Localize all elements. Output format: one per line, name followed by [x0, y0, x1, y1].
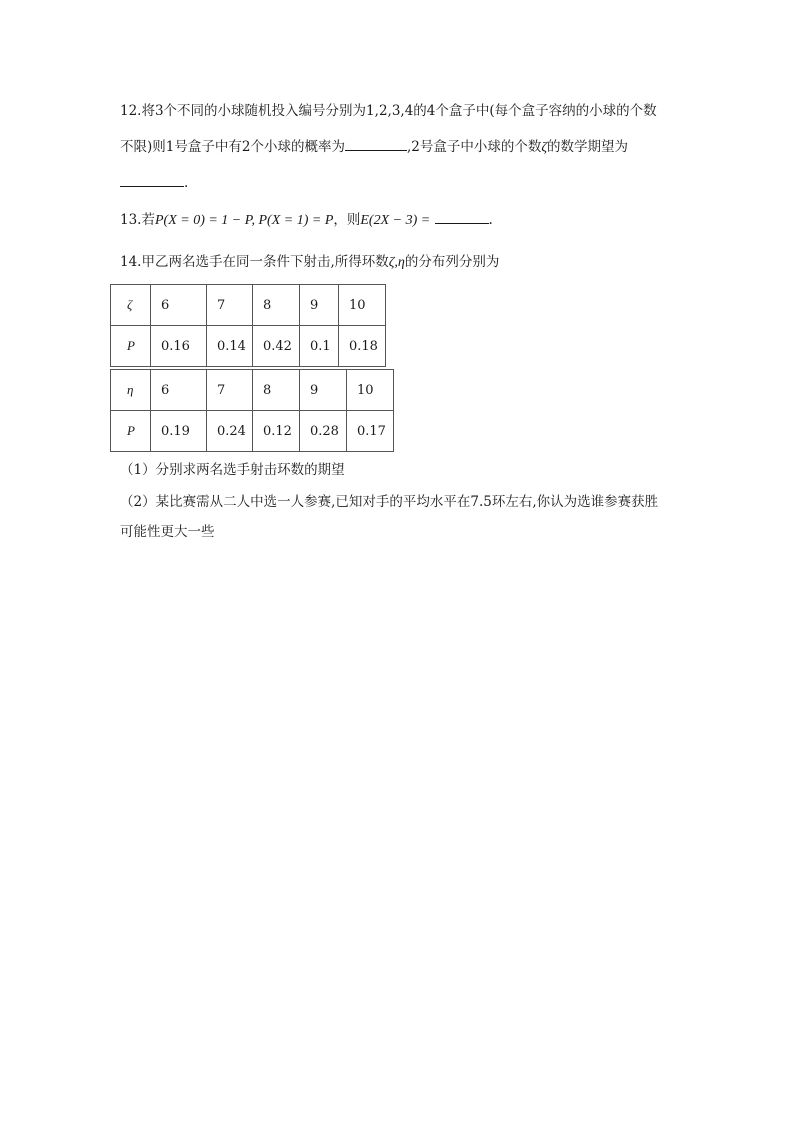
table-cell: ζ	[111, 285, 151, 326]
table-cell: 9	[300, 285, 339, 326]
q14-intro-text: 14.甲乙两名选手在同一条件下射击,所得环数	[120, 254, 389, 270]
q14-sub2-line2: 可能性更大一些	[120, 524, 215, 540]
table-cell: 0.42	[253, 326, 300, 367]
table-cell: 10	[339, 285, 386, 326]
table-cell: 0.14	[207, 326, 253, 367]
table-cell: 0.18	[339, 326, 386, 367]
q14-intro	[120, 252, 499, 273]
q12-text-2a: 不限)则1号盒子中有2个小球的概率为	[120, 139, 345, 155]
table-row	[111, 285, 386, 326]
q12-line1	[120, 101, 657, 121]
q13-blank[interactable]	[435, 211, 489, 224]
table-row	[111, 370, 394, 411]
eta-distribution-table	[110, 369, 394, 452]
q12-text-2c: 的数学期望为	[547, 139, 629, 155]
table-cell: 0.28	[300, 411, 347, 452]
q14-intro-end: 的分布列分别为	[404, 254, 500, 270]
table-cell: P	[111, 411, 151, 452]
q12-blank-2[interactable]	[120, 174, 184, 187]
table-cell: 0.16	[151, 326, 207, 367]
q12-text-1: 12.将3个不同的小球随机投入编号分别为1,2,3,4的4个盒子中(每个盒子容纳的小球的个数	[120, 103, 657, 119]
q13-prefix: 13.若	[120, 212, 155, 228]
q12-text-2b: ,2号盒子中小球的个数	[406, 139, 542, 155]
q12-line2	[120, 137, 628, 158]
table-row	[111, 326, 386, 367]
table-cell: 0.24	[207, 411, 253, 452]
table-cell: P	[111, 326, 151, 367]
q13-formula: P(X = 0) = 1 − P, P(X = 1) = P	[154, 213, 334, 228]
table-cell: 10	[347, 370, 394, 411]
q14-sub2-line1: （2）某比赛需从二人中选一人参赛,已知对手的平均水平在7.5环左右,你认为选谁参赛获胜	[120, 494, 659, 510]
q12-line3	[120, 173, 188, 193]
q12-period: .	[184, 175, 189, 191]
table-cell: 6	[151, 285, 207, 326]
table-cell: 9	[300, 370, 347, 411]
q12-var-zeta: ζ	[541, 140, 548, 155]
q14-vars: ζ,η	[388, 255, 405, 270]
zeta-distribution-table	[110, 284, 386, 367]
table-cell: 0.17	[347, 411, 394, 452]
table-cell: 6	[151, 370, 207, 411]
table-cell: 8	[253, 370, 300, 411]
q12-blank-1[interactable]	[345, 138, 407, 151]
table-cell: 0.19	[151, 411, 207, 452]
q13-period: .	[488, 212, 493, 228]
table-cell: 8	[253, 285, 300, 326]
q13-line	[120, 210, 493, 231]
q14-sub1: （1）分别求两名选手射击环数的期望	[120, 462, 345, 478]
table-cell: 0.12	[253, 411, 300, 452]
table-cell: 0.1	[300, 326, 339, 367]
table-cell: 7	[207, 285, 253, 326]
table-cell: η	[111, 370, 151, 411]
q13-expect: E(2X − 3) =	[360, 213, 431, 228]
table-cell: 7	[207, 370, 253, 411]
q13-mid: ，则	[333, 212, 361, 228]
table-row	[111, 411, 394, 452]
